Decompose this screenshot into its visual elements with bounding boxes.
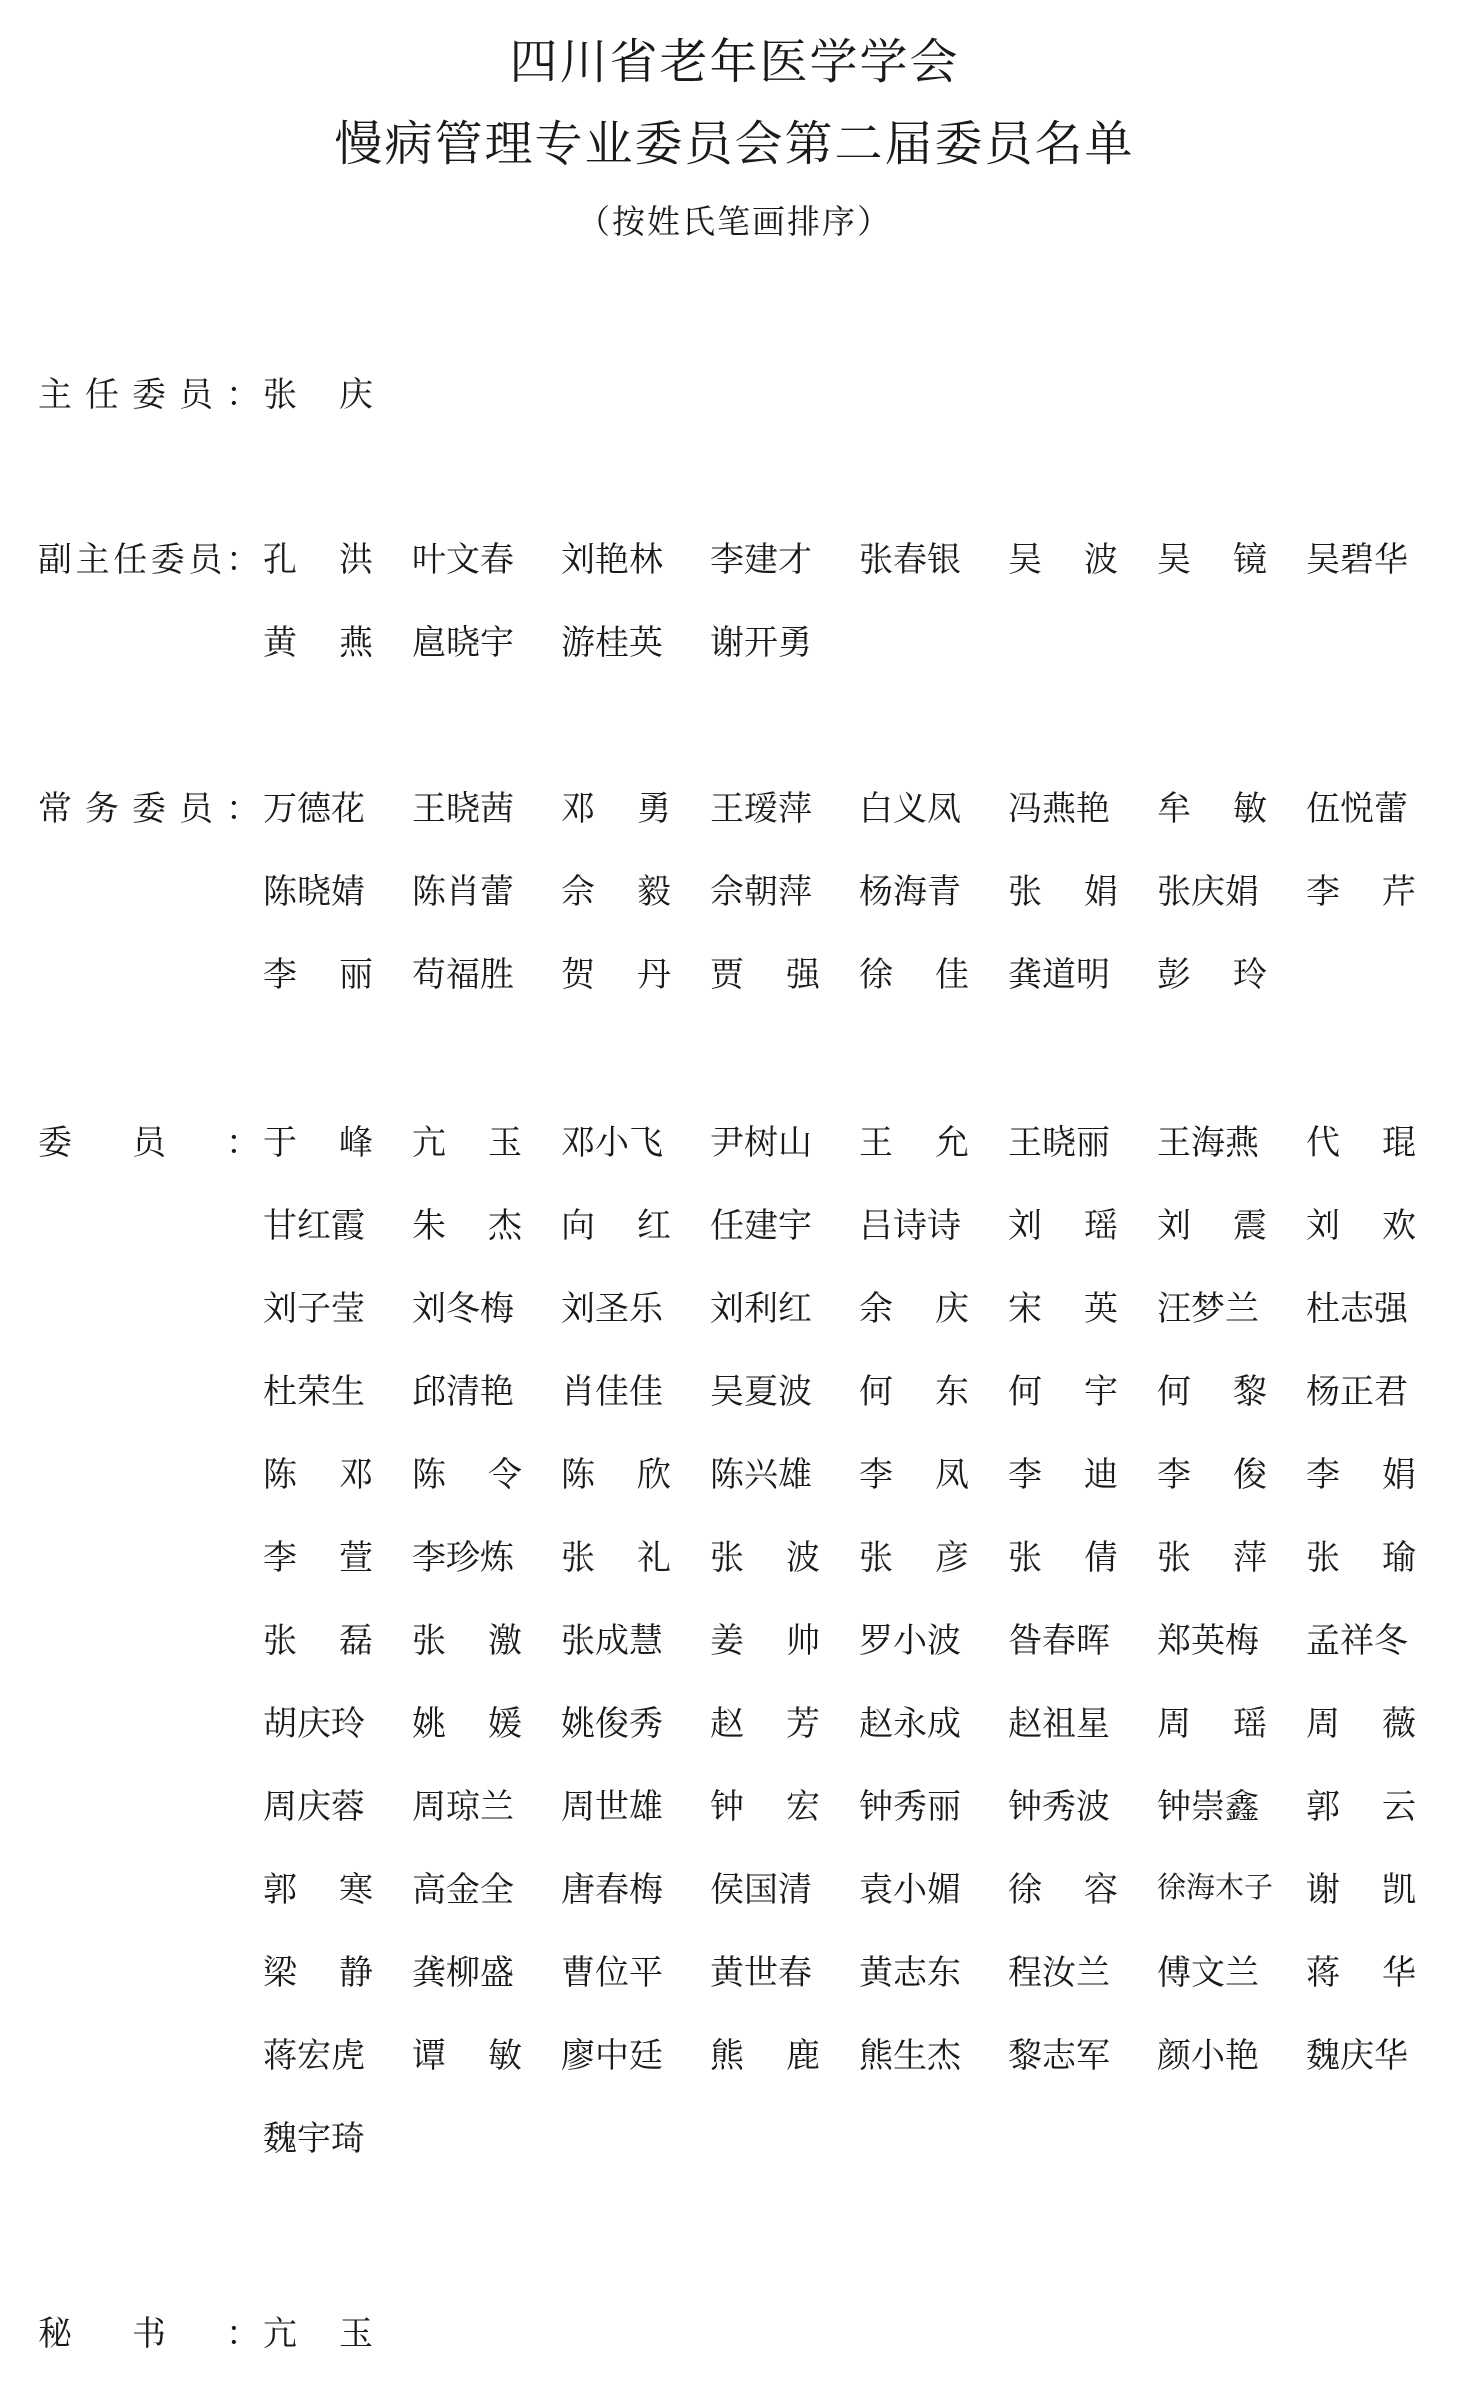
member-name: 孔 洪 — [263, 540, 373, 580]
section-label — [38, 1123, 260, 1163]
member-name: 郭 寒 — [263, 1870, 373, 1910]
member-name: 李 凤 — [859, 1455, 969, 1495]
member-name: 朱 杰 — [412, 1206, 522, 1246]
member-name: 黎志军 — [1008, 2036, 1110, 2076]
member-name: 李 迪 — [1008, 1455, 1118, 1495]
member-name: 叶文春 — [412, 540, 514, 580]
member-name: 周 瑶 — [1157, 1704, 1267, 1744]
label-char: 员 — [188, 540, 223, 580]
member-name: 李 俊 — [1157, 1455, 1267, 1495]
member-name: 李 芹 — [1306, 872, 1416, 912]
member-name: 黄志东 — [859, 1953, 961, 1993]
member-name: 梁 静 — [263, 1953, 373, 1993]
member-name: 姜 帅 — [710, 1621, 820, 1661]
member-name: 余 庆 — [859, 1289, 969, 1329]
member-name: 李珍炼 — [412, 1538, 514, 1578]
member-name: 谢开勇 — [710, 623, 812, 663]
member-name: 李建才 — [710, 540, 812, 580]
member-name: 吴 波 — [1008, 540, 1118, 580]
member-name: 万德花 — [263, 789, 365, 829]
member-name: 曹位平 — [561, 1953, 663, 1993]
member-name: 姚俊秀 — [561, 1704, 663, 1744]
member-name: 徐 容 — [1008, 1870, 1118, 1910]
member-name: 周世雄 — [561, 1787, 663, 1827]
label-char: 委 — [150, 540, 185, 580]
member-name: 白义凤 — [859, 789, 961, 829]
member-name: 黄 燕 — [263, 623, 373, 663]
name-list — [263, 1123, 1463, 2205]
name-list — [263, 789, 1463, 1041]
member-name: 甘红霞 — [263, 1206, 365, 1246]
member-name: 郑英梅 — [1157, 1621, 1259, 1661]
member-name: 姚 媛 — [412, 1704, 522, 1744]
name-row — [263, 1538, 1463, 1624]
member-name: 张 礼 — [561, 1538, 671, 1578]
member-name: 张成慧 — [561, 1621, 663, 1661]
member-name: 龚柳盛 — [412, 1953, 514, 1993]
label-char: 主 — [38, 375, 72, 415]
member-name: 钟 宏 — [710, 1787, 820, 1827]
member-name: 杨正君 — [1306, 1372, 1408, 1412]
member-name: 谭 敏 — [412, 2036, 522, 2076]
member-name: 周琼兰 — [412, 1787, 514, 1827]
name-row — [263, 1455, 1463, 1541]
name-row — [263, 1704, 1463, 1790]
member-name: 刘圣乐 — [561, 1289, 663, 1329]
section-label — [38, 540, 260, 580]
member-name: 龚道明 — [1008, 955, 1110, 995]
member-name: 蒋宏虎 — [263, 2036, 365, 2076]
member-name: 杜志强 — [1306, 1289, 1408, 1329]
name-row — [263, 623, 1463, 709]
member-name: 魏庆华 — [1306, 2036, 1408, 2076]
section-label — [38, 789, 260, 829]
member-name: 李 丽 — [263, 955, 373, 995]
member-name: 刘艳林 — [561, 540, 663, 580]
member-name: 亢 玉 — [263, 2314, 373, 2354]
label-char: 副 — [38, 540, 72, 580]
label-char: 主 — [75, 540, 110, 580]
name-row — [263, 2314, 1463, 2400]
member-name: 罗小波 — [859, 1621, 961, 1661]
document-title-line2: 慢病管理专业委员会第二届委员名单 — [334, 116, 1135, 172]
member-name: 邱清艳 — [412, 1372, 514, 1412]
member-name: 宋 英 — [1008, 1289, 1118, 1329]
member-name: 钟秀丽 — [859, 1787, 961, 1827]
member-name: 高金全 — [412, 1870, 514, 1910]
member-name: 廖中廷 — [561, 2036, 663, 2076]
member-name: 钟秀波 — [1008, 1787, 1110, 1827]
label-char: 委 — [132, 375, 166, 415]
member-name: 何 黎 — [1157, 1372, 1267, 1412]
label-char: 常 — [38, 789, 72, 829]
member-name: 徐海木子 — [1157, 1870, 1274, 1904]
member-name: 吴 镜 — [1157, 540, 1267, 580]
member-name: 邓 勇 — [561, 789, 671, 829]
label-char: ： — [226, 2314, 260, 2354]
member-name: 冯燕艳 — [1008, 789, 1110, 829]
label-char: 员 — [179, 789, 213, 829]
member-name: 周庆蓉 — [263, 1787, 365, 1827]
member-name: 王晓丽 — [1008, 1123, 1110, 1163]
label-char: 员 — [179, 375, 213, 415]
name-list — [263, 375, 1463, 461]
name-row — [263, 1289, 1463, 1375]
name-row — [263, 540, 1463, 626]
member-name: 陈肖蕾 — [412, 872, 514, 912]
member-name: 佘朝萍 — [710, 872, 812, 912]
member-name: 李 娟 — [1306, 1455, 1416, 1495]
name-row — [263, 1953, 1463, 2039]
member-name: 孟祥冬 — [1306, 1621, 1408, 1661]
member-name: 周 薇 — [1306, 1704, 1416, 1744]
member-name: 何 宇 — [1008, 1372, 1118, 1412]
member-name: 谢 凯 — [1306, 1870, 1416, 1910]
member-name: 张 萍 — [1157, 1538, 1267, 1578]
member-name: 吴夏波 — [710, 1372, 812, 1412]
member-name: 王瑷萍 — [710, 789, 812, 829]
member-name: 佘 毅 — [561, 872, 671, 912]
member-name: 魏宇琦 — [263, 2119, 365, 2159]
member-name: 钟崇鑫 — [1157, 1787, 1259, 1827]
label-char: ： — [226, 1123, 260, 1163]
member-name: 向 红 — [561, 1206, 671, 1246]
member-name: 亢 玉 — [412, 1123, 522, 1163]
member-name: 张春银 — [859, 540, 961, 580]
member-name: 张 瑜 — [1306, 1538, 1416, 1578]
member-name: 唐春梅 — [561, 1870, 663, 1910]
name-row — [263, 955, 1463, 1041]
member-name: 陈 邓 — [263, 1455, 373, 1495]
member-name: 肖佳佳 — [561, 1372, 663, 1412]
name-list — [263, 540, 1463, 709]
label-char: 书 — [132, 2314, 166, 2354]
member-name: 徐 佳 — [859, 955, 969, 995]
name-row — [263, 1206, 1463, 1292]
member-name: 牟 敏 — [1157, 789, 1267, 829]
member-name: 陈晓婧 — [263, 872, 365, 912]
label-char: 委 — [38, 1123, 72, 1163]
name-row — [263, 2036, 1463, 2122]
name-row — [263, 1787, 1463, 1873]
document-title-line1: 四川省老年医学学会 — [509, 34, 960, 90]
member-name: 胡庆玲 — [263, 1704, 365, 1744]
member-name: 贺 丹 — [561, 955, 671, 995]
label-char: ： — [226, 375, 260, 415]
name-row — [263, 872, 1463, 958]
member-name: 李 萱 — [263, 1538, 373, 1578]
member-name: 王海燕 — [1157, 1123, 1259, 1163]
member-name: 刘 瑶 — [1008, 1206, 1118, 1246]
member-name: 熊生杰 — [859, 2036, 961, 2076]
name-row — [263, 789, 1463, 875]
label-char: 委 — [132, 789, 166, 829]
label-char: 任 — [85, 375, 119, 415]
member-name: 王 允 — [859, 1123, 969, 1163]
name-row — [263, 1621, 1463, 1707]
member-name: 任建宇 — [710, 1206, 812, 1246]
member-name: 陈兴雄 — [710, 1455, 812, 1495]
member-name: 刘冬梅 — [412, 1289, 514, 1329]
member-name: 赵祖星 — [1008, 1704, 1110, 1744]
member-name: 王晓茜 — [412, 789, 514, 829]
member-name: 赵 芳 — [710, 1704, 820, 1744]
member-name: 何 东 — [859, 1372, 969, 1412]
member-name: 尹树山 — [710, 1123, 812, 1163]
member-name: 扈晓宇 — [412, 623, 514, 663]
member-name: 游桂英 — [561, 623, 663, 663]
member-name: 刘子莹 — [263, 1289, 365, 1329]
member-name: 侯国清 — [710, 1870, 812, 1910]
label-char: 员 — [132, 1123, 166, 1163]
label-char: 任 — [113, 540, 148, 580]
member-name: 蒋 华 — [1306, 1953, 1416, 1993]
member-name: 赵永成 — [859, 1704, 961, 1744]
name-row — [263, 2119, 1463, 2205]
member-name: 黄世春 — [710, 1953, 812, 1993]
section-label — [38, 2314, 260, 2354]
member-name: 熊 鹿 — [710, 2036, 820, 2076]
member-name: 张 激 — [412, 1621, 522, 1661]
member-name: 陈 令 — [412, 1455, 522, 1495]
name-row — [263, 1123, 1463, 1209]
member-name: 于 峰 — [263, 1123, 373, 1163]
name-row — [263, 1870, 1463, 1956]
member-name: 傅文兰 — [1157, 1953, 1259, 1993]
member-name: 杨海青 — [859, 872, 961, 912]
name-row — [263, 1372, 1463, 1458]
member-name: 代 琨 — [1306, 1123, 1416, 1163]
member-name: 张 倩 — [1008, 1538, 1118, 1578]
member-name: 郭 云 — [1306, 1787, 1416, 1827]
name-row — [263, 375, 1463, 461]
member-name: 程汝兰 — [1008, 1953, 1110, 1993]
member-name: 杜荣生 — [263, 1372, 365, 1412]
label-char: ： — [226, 789, 260, 829]
member-name: 吕诗诗 — [859, 1206, 961, 1246]
member-name: 贾 强 — [710, 955, 820, 995]
member-name: 张 磊 — [263, 1621, 373, 1661]
name-list — [263, 2314, 1463, 2400]
member-name: 昝春晖 — [1008, 1621, 1110, 1661]
sort-order-note: （按姓氏笔画排序） — [577, 202, 892, 241]
member-name: 袁小媚 — [859, 1870, 961, 1910]
member-name: 张 庆 — [263, 375, 373, 415]
section-label — [38, 375, 260, 415]
member-name: 陈 欣 — [561, 1455, 671, 1495]
member-name: 伍悦蕾 — [1306, 789, 1408, 829]
member-name: 颜小艳 — [1157, 2036, 1259, 2076]
member-name: 邓小飞 — [561, 1123, 663, 1163]
member-name: 张 波 — [710, 1538, 820, 1578]
label-char: 秘 — [38, 2314, 72, 2354]
member-name: 刘 欢 — [1306, 1206, 1416, 1246]
member-name: 张 娟 — [1008, 872, 1118, 912]
member-name: 汪梦兰 — [1157, 1289, 1259, 1329]
member-name: 刘 震 — [1157, 1206, 1267, 1246]
member-name: 苟福胜 — [412, 955, 514, 995]
member-name: 张 彦 — [859, 1538, 969, 1578]
member-name: 吴碧华 — [1306, 540, 1408, 580]
label-char: 务 — [85, 789, 119, 829]
member-name: 张庆娟 — [1157, 872, 1259, 912]
member-name: 刘利红 — [710, 1289, 812, 1329]
label-char: ： — [225, 540, 260, 580]
member-name: 彭 玲 — [1157, 955, 1267, 995]
